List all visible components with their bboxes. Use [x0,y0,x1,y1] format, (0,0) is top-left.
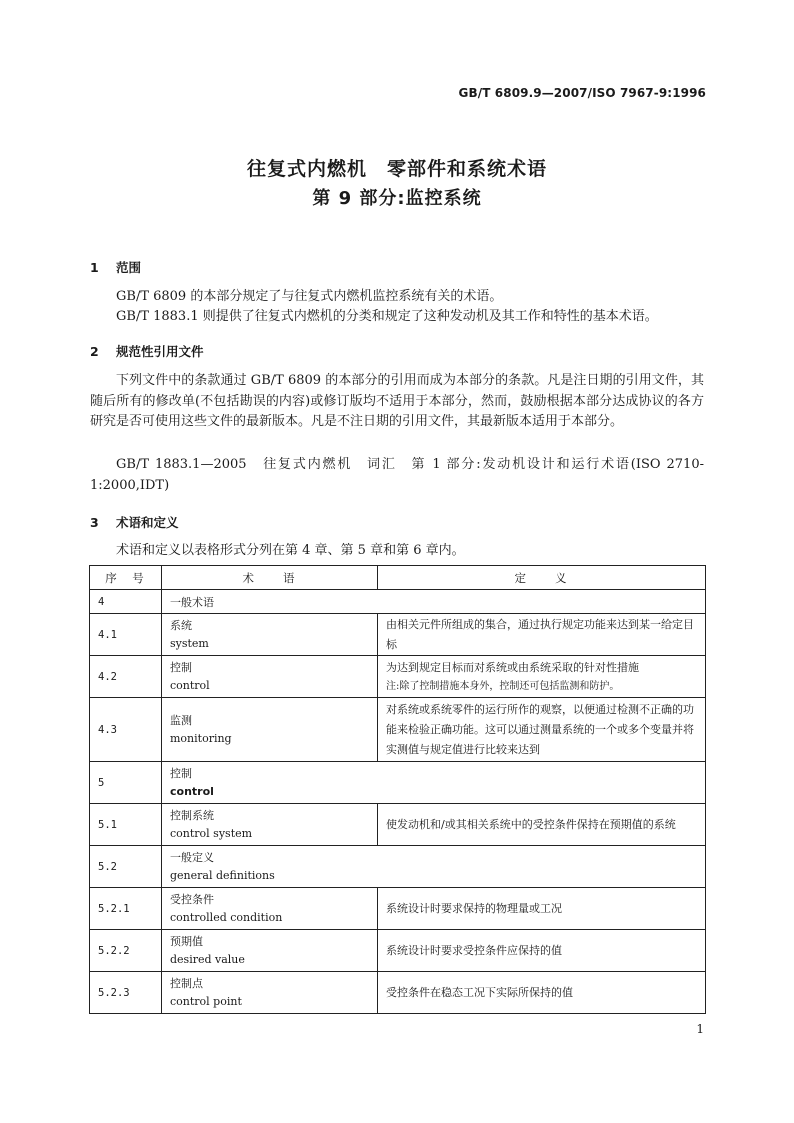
term-zh: 控制 [170,660,192,674]
row-definition: 对系统或系统零件的运行所作的观察，以便通过检测不正确的功能来检验正确功能。这可以通过测量系统的一个或多个变量并将实测值与规定值进行比较来达到 [378,698,706,762]
row-number: 5.2.1 [90,888,162,930]
header-number: 序 号 [90,566,162,590]
table-row-heading [90,762,706,804]
section-title: 术语和定义 [116,515,179,530]
row-term-heading: 一般术语 [162,590,706,614]
section-number: 1 [90,260,99,275]
row-term [162,804,378,846]
term-zh: 受控条件 [170,892,214,906]
page-number: 1 [696,1022,704,1036]
paragraph: GB/T 6809 的本部分规定了与往复式内燃机监控系统有关的术语。 [116,289,503,304]
row-definition: 受控条件在稳态工况下实际所保持的值 [378,972,706,1014]
term-en: system [170,636,209,650]
term-en: desired value [170,952,245,966]
row-term [162,888,378,930]
table-row [90,972,706,1014]
section-title: 范围 [116,260,142,275]
section-heading-terms [90,513,179,531]
row-number: 5 [90,762,162,804]
term-en: control [170,678,210,692]
row-number: 5.2 [90,846,162,888]
header-term: 术 语 [162,566,378,590]
row-number: 5.2.3 [90,972,162,1014]
definition-text: 为达到规定目标而对系统或由系统采取的针对性措施 [386,660,639,674]
term-en: controlled condition [170,910,283,924]
term-zh: 控制系统 [170,808,214,822]
row-definition: 使发动机和/或其相关系统中的受控条件保持在预期值的系统 [378,804,706,846]
table-row-subheading [90,846,706,888]
section-number: 2 [90,344,99,359]
term-zh: 一般定义 [170,850,214,864]
section-heading-scope [90,258,141,276]
row-number: 4.3 [90,698,162,762]
term-zh: 控制 [170,766,192,780]
document-subtitle: 第 9 部分:监控系统 [312,188,482,209]
row-term [162,930,378,972]
paragraph: 术语和定义以表格形式分列在第 4 章、第 5 章和第 6 章内。 [116,543,465,558]
term-en: monitoring [170,731,232,745]
row-definition: 系统设计时要求保持的物理量或工况 [378,888,706,930]
row-number: 4.1 [90,614,162,656]
standard-code: GB/T 6809.9—2007/ISO 7967-9:1996 [458,86,706,100]
row-term [162,614,378,656]
row-term-subheading [162,846,706,888]
section-heading-normative-references [90,342,204,360]
table-row [90,614,706,656]
row-number: 4 [90,590,162,614]
table-row-heading [90,590,706,614]
table-row [90,698,706,762]
term-zh: 预期值 [170,934,203,948]
row-definition [378,656,706,698]
row-definition: 由相关元件所组成的集合，通过执行规定功能来达到某一给定目标 [378,614,706,656]
paragraph: GB/T 1883.1 则提供了往复式内燃机的分类和规定了这种发动机及其工作和特性的基本术语。 [116,309,658,324]
table-row [90,888,706,930]
term-en: control [170,784,214,798]
section-number: 3 [90,515,99,530]
term-en: control system [170,826,253,840]
header-definition: 定 义 [378,566,706,590]
term-zh: 监测 [170,713,192,727]
term-en: control point [170,994,242,1008]
table-row [90,930,706,972]
row-number: 5.1 [90,804,162,846]
row-term-heading [162,762,706,804]
document-title: 往复式内燃机 零部件和系统术语 [246,158,547,180]
row-term [162,972,378,1014]
table-header-row [90,566,706,590]
row-term [162,656,378,698]
row-number: 5.2.2 [90,930,162,972]
section-title: 规范性引用文件 [116,344,204,359]
table-row [90,804,706,846]
row-term [162,698,378,762]
terms-table [89,565,706,1014]
row-number: 4.2 [90,656,162,698]
term-zh: 系统 [170,618,192,632]
table-row [90,656,706,698]
definition-note: 注:除了控制措施本身外，控制还可包括监测和防护。 [386,680,620,692]
paragraph: 下列文件中的条款通过 GB/T 6809 的本部分的引用而成为本部分的条款。凡是注日期的引用文件，其随后所有的修改单(不包括勘误的内容)或修订版均不适用于本部分，然而，鼓励根据本部分达成协议的各方研究是否可使用这些文件的最新版本。凡是不注日期的引用文件，其最新版本适用于本部分。 [90,373,704,429]
paragraph-reference: GB/T 1883.1—2005 往复式内燃机 词汇 第 1 部分:发动机设计和运行术语(ISO 2710-1:2000,IDT) [90,457,704,493]
term-en: general definitions [170,868,275,882]
row-definition: 系统设计时要求受控条件应保持的值 [378,930,706,972]
term-zh: 控制点 [170,976,203,990]
